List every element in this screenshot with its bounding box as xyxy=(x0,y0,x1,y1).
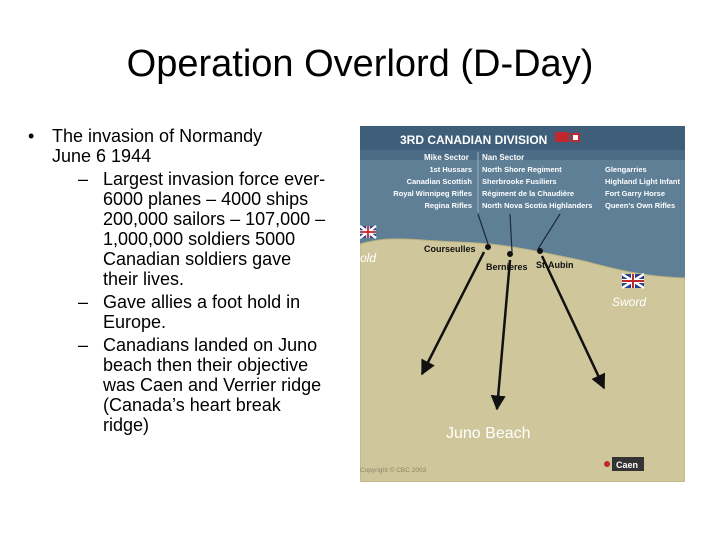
sub-bullet-line: 6000 planes – 4000 ships xyxy=(103,189,309,209)
main-bullet-line: June 6 1944 xyxy=(52,146,152,166)
town-label-st-aubin: St-Aubin xyxy=(536,260,574,270)
unit-label: Highland Light Infant xyxy=(605,177,680,186)
beach-label-gold: old xyxy=(360,251,377,265)
sub-bullet-line: Gave allies a foot hold in xyxy=(103,292,301,312)
map-header: 3RD CANADIAN DIVISION xyxy=(400,133,548,147)
town-label-bernieres: Bernieres xyxy=(486,262,528,272)
main-bullet xyxy=(28,126,353,166)
caen-label: Caen xyxy=(616,460,639,470)
unit-label: Fort Garry Horse xyxy=(605,189,666,198)
sub-bullet-line: Canadians landed on Juno xyxy=(103,335,318,355)
main-bullet-line: The invasion of Normandy xyxy=(52,126,263,146)
map-graphic xyxy=(360,126,685,482)
unit-label: Régiment de la Chaudière xyxy=(482,189,575,198)
sub-bullet-line: 200,000 sailors – 107,000 – xyxy=(103,209,326,229)
unit-label: North Nova Scotia Highlanders xyxy=(482,201,593,210)
town-marker xyxy=(485,244,491,250)
sub-bullet-line: was Caen and Verrier ridge xyxy=(103,375,322,395)
unit-label: 1st Hussars xyxy=(429,165,472,174)
sub-bullet-line: beach then their objective xyxy=(103,355,309,375)
caen-marker xyxy=(604,461,610,467)
sub-bullet-1 xyxy=(28,169,353,289)
beach-label-juno: Juno Beach xyxy=(446,425,531,442)
slide-title: Operation Overlord (D-Day) xyxy=(126,43,594,85)
canadian-flag-icon xyxy=(555,132,580,142)
sub-bullet-line: Largest invasion force ever- xyxy=(103,169,326,189)
sub-bullet-2 xyxy=(28,292,353,332)
unit-label: Regina Rifles xyxy=(424,201,472,210)
sub-bullet-line: Canadian soldiers gave xyxy=(103,249,292,269)
sub-bullet-marker: – xyxy=(78,169,89,189)
sub-bullet-line: Europe. xyxy=(103,312,167,332)
unit-label: Canadian Scottish xyxy=(406,177,472,186)
copyright-text: Copyright © CBC 2003 xyxy=(360,467,427,474)
juno-beach-map xyxy=(360,126,685,482)
unit-label: North Shore Regiment xyxy=(482,165,562,174)
sub-bullet-marker: – xyxy=(78,292,89,312)
bullet-list xyxy=(28,126,353,435)
unit-label: Sherbrooke Fusiliers xyxy=(482,177,557,186)
town-marker xyxy=(537,248,543,254)
town-label-courseulles: Courseulles xyxy=(424,244,476,254)
british-flag-icon xyxy=(622,274,644,288)
unit-label: Royal Winnipeg Rifles xyxy=(393,189,472,198)
sub-bullet-line: ridge) xyxy=(103,415,150,435)
beach-label-sword: Sword xyxy=(612,295,647,309)
town-marker xyxy=(507,251,513,257)
sub-bullet-line: 1,000,000 soldiers 5000 xyxy=(103,229,296,249)
sub-bullet-line: (Canada’s heart break xyxy=(103,395,281,415)
british-flag-icon xyxy=(360,226,376,238)
unit-label: Queen's Own Rifles xyxy=(605,201,676,210)
sub-bullet-3 xyxy=(28,335,353,435)
bullet-marker: • xyxy=(28,126,35,146)
sector-label-nan: Nan Sector xyxy=(482,153,525,162)
sector-label-mike: Mike Sector xyxy=(424,153,469,162)
sub-bullet-line: their lives. xyxy=(103,269,185,289)
unit-label: Glengarries xyxy=(605,165,647,174)
sub-bullet-marker: – xyxy=(78,335,89,355)
